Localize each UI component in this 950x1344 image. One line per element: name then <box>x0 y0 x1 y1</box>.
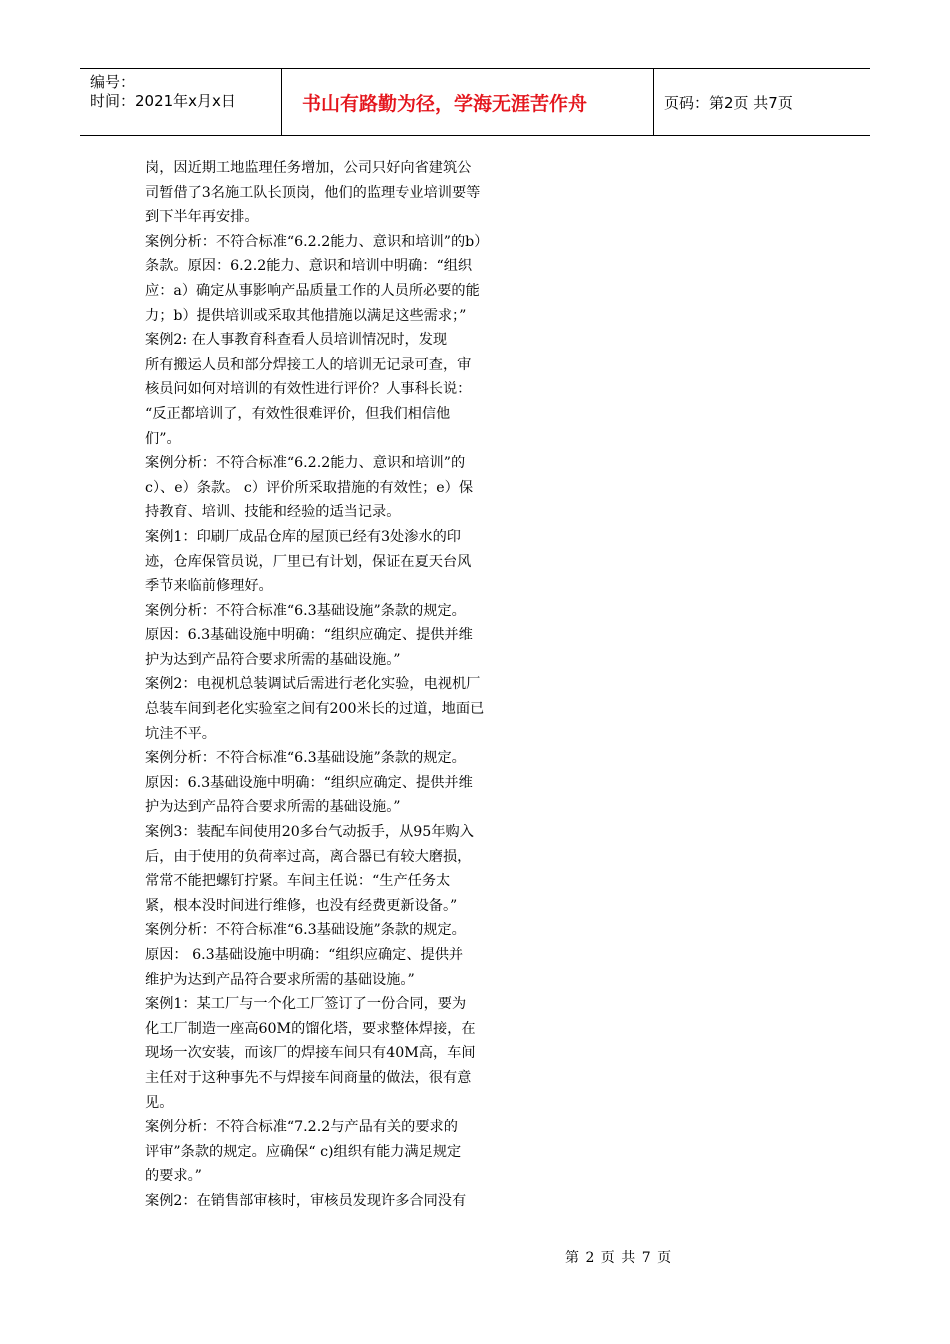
text-line: 所有搬运人员和部分焊接工人的培训无记录可查，审 <box>145 356 472 373</box>
text-line: 原因：6.3基础设施中明确：“组织应确定、提供并维 <box>145 774 473 791</box>
text-line: 案例分析：不符合标准“6.3基础设施”条款的规定。 <box>145 922 466 939</box>
text-line: 持教育、培训、技能和经验的适当记录。 <box>145 504 401 521</box>
text-line: c）、e）条款。 c）评价所采取措施的有效性；e）保 <box>145 479 474 496</box>
text-line: 维护为达到产品符合要求所需的基础设施。” <box>145 971 415 988</box>
text-line: 案例分析：不符合标准“6.2.2能力、意识和培训”的 <box>145 455 466 472</box>
text-line: 评审”条款的规定。应确保“ c)组织有能力满足规定 <box>145 1143 462 1160</box>
header-page-cell <box>654 69 870 135</box>
text-line: 案例1：印刷厂成品仓库的屋顶已经有3处渗水的印 <box>145 528 461 545</box>
document-number-label: 编号： <box>90 73 136 91</box>
text-line: 原因： 6.3基础设施中明确：“组织应确定、提供并 <box>145 947 464 963</box>
text-line: 的要求。” <box>145 1168 202 1185</box>
text-line: 案例2: 在人事教育科查看人员培训情况时，发现 <box>145 332 448 349</box>
text-line: 原因：6.3基础设施中明确：“组织应确定、提供并维 <box>145 627 473 644</box>
text-line: 到下半年再安排。 <box>145 209 259 226</box>
page-footer <box>565 1247 671 1267</box>
text-line: 案例2：电视机总装调试后需进行老化实验，电视机厂 <box>145 676 481 693</box>
header-meta-cell <box>80 69 282 135</box>
text-line: 案例1：某工厂与一个化工厂签订了一份合同，要为 <box>145 996 467 1013</box>
text-line: 护为达到产品符合要求所需的基础设施。” <box>145 799 401 816</box>
text-line: 常常不能把螺钉拧紧。车间主任说：“生产任务太 <box>145 873 451 890</box>
text-line: 们”。 <box>145 430 181 447</box>
header-page-number: 页码：第2页 共7页 <box>664 93 793 112</box>
text-line: 核员问如何对培训的有效性进行评价？人事科长说： <box>145 381 472 398</box>
document-body <box>145 156 505 1214</box>
text-line: 迹，仓库保管员说，厂里已有计划，保证在夏天台风 <box>145 553 472 570</box>
page-header <box>80 68 870 136</box>
text-line: “反正都培训了，有效性很难评价，但我们相信他 <box>145 405 451 422</box>
footer-page-number: 第 2 页 共 7 页 <box>565 1250 672 1266</box>
text-line: 岗，因近期工地监理任务增加，公司只好向省建筑公 <box>145 160 472 176</box>
text-line: 坑洼不平。 <box>145 725 216 742</box>
text-line: 案例分析：不符合标准“6.3基础设施”条款的规定。 <box>145 750 466 767</box>
text-line: 力；b）提供培训或采取其他措施以满足这些需求；” <box>145 307 467 324</box>
text-line: 化工厂制造一座高60M的馏化塔，要求整体焊接，在 <box>145 1020 476 1037</box>
text-line: 案例分析：不符合标准“6.3基础设施”条款的规定。 <box>145 602 466 619</box>
text-line: 总装车间到老化实验室之间有200米长的过道，地面已 <box>145 701 485 718</box>
text-line: 条款。原因：6.2.2能力、意识和培训中明确：“组织 <box>145 258 473 275</box>
text-line: 后，由于使用的负荷率过高，离合器已有较大磨损， <box>145 848 472 865</box>
text-line: 司暂借了3名施工队长顶岗，他们的监理专业培训要等 <box>145 184 481 201</box>
header-motto-cell <box>282 69 654 135</box>
text-line: 案例3：装配车间使用20多台气动扳手，从95年购入 <box>145 824 474 841</box>
text-line: 见。 <box>145 1094 174 1111</box>
text-line: 案例2：在销售部审核时，审核员发现许多合同没有 <box>145 1192 467 1209</box>
text-line: 季节来临前修理好。 <box>145 578 273 595</box>
text-line: 紧，根本没时间进行维修，也没有经费更新设备。” <box>145 897 458 914</box>
text-line: 护为达到产品符合要求所需的基础设施。” <box>145 651 401 668</box>
text-line: 主任对于这种事先不与焊接车间商量的做法，很有意 <box>145 1069 472 1086</box>
header-motto: 书山有路勤为径，学海无涯苦作舟 <box>302 92 588 115</box>
text-line: 案例分析：不符合标准“6.2.2能力、意识和培训”的b） <box>145 233 489 250</box>
text-line: 案例分析：不符合标准“7.2.2与产品有关的要求的 <box>145 1119 458 1136</box>
text-line: 现场一次安装，而该厂的焊接车间只有40M高，车间 <box>145 1045 476 1062</box>
text-line: 应：a）确定从事影响产品质量工作的人员所必要的能 <box>145 282 480 299</box>
document-time-label: 时间：2021年x月x日 <box>90 92 236 110</box>
